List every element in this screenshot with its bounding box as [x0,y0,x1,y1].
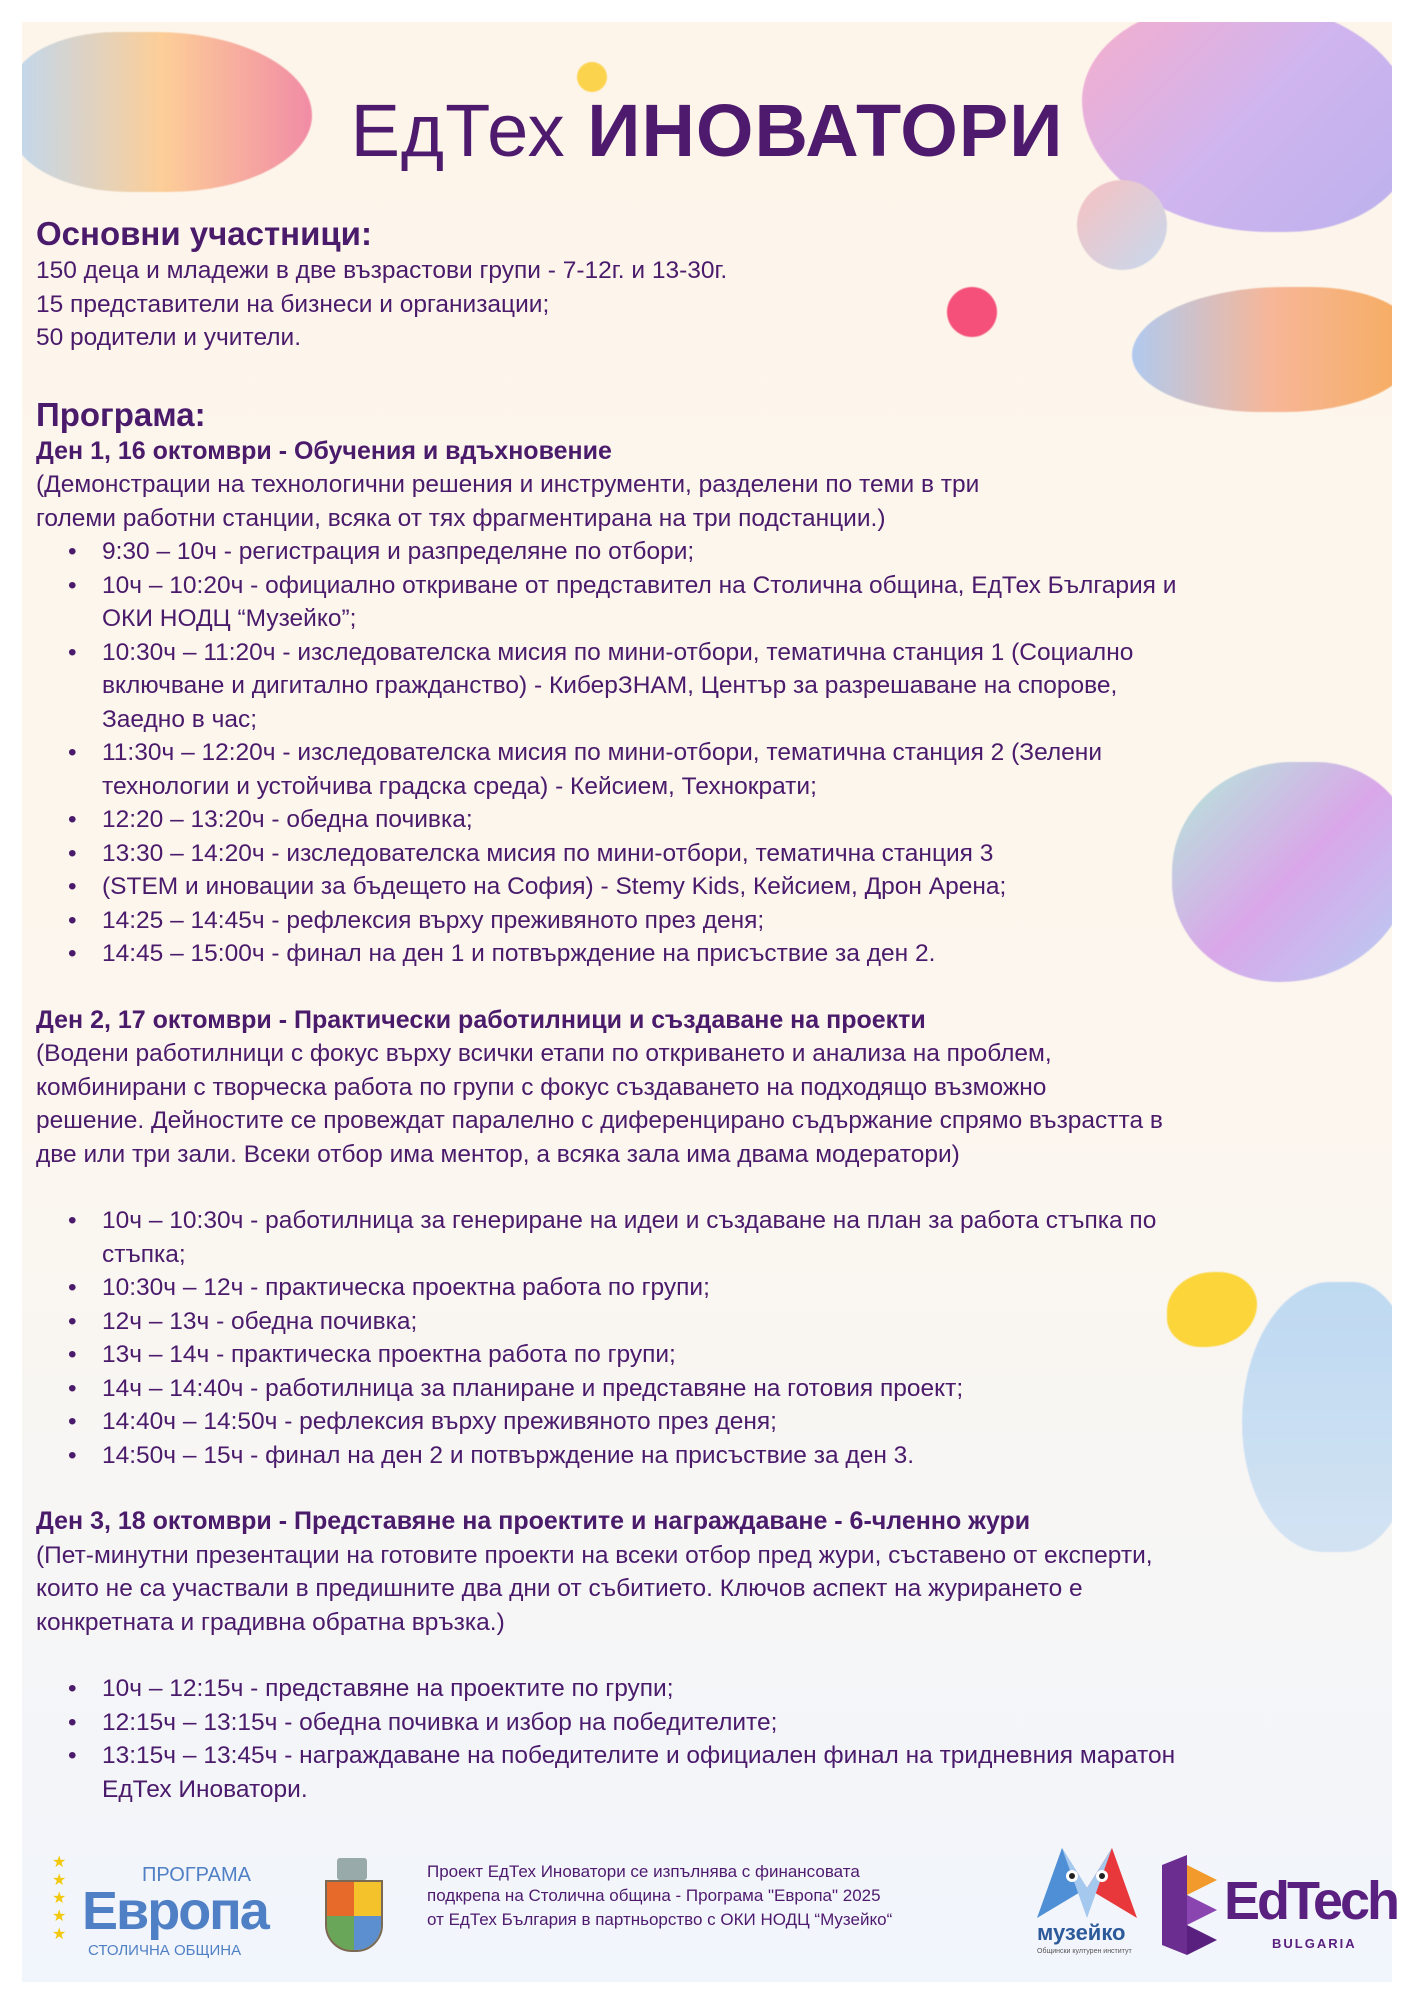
footer-text-line: от ЕдТех България в партньорство с ОКИ НОДЦ “Музейко“ [427,1910,893,1929]
schedule-item [68,1338,1376,1372]
schedule-item [68,904,1376,938]
schedule-item-text: • 12:20 – 13:20ч - обедна почивка; [102,806,473,833]
logo-text: ПРОГРАМА [142,1864,252,1886]
title-bold: ИНОВАТОРИ [587,89,1064,172]
muzeiko-m-icon [1037,1848,1137,1918]
schedule-item [68,569,1376,636]
footer-text-line: подкрепа на Столична община - Програма "Европа" 2025 [427,1886,881,1905]
page-title [0,88,1414,173]
day-heading: Ден 1, 16 октомври - Обучения и вдъхновение [36,436,612,465]
schedule-item-text: • 14:25 – 14:45ч - рефлексия върху преживяното през деня; [102,906,765,934]
schedule-item [68,837,1376,871]
spacer [36,1472,1376,1505]
schedule-item-text: • 14:40ч – 14:50ч - рефлексия върху преживяното през деня; [102,1408,777,1435]
schedule-list [36,535,1376,971]
muzeiko-logo [1032,1848,1142,1978]
participants-line: 50 родители и учители. [36,324,302,351]
schedule-item-text: ОКИ НОДЦ “Музейко”; [102,605,357,632]
logo-text: EdTech [1224,1871,1398,1931]
day-description: (Пет-минутни презентации на готовите проекти на всеки отбор пред жури, съставено от експерти, [36,1541,1153,1569]
footer [22,1848,1398,1978]
schedule-item-text: • 13:30 – 14:20ч - изследователска мисия по мини-отбори, тематична станция 3 [102,839,994,867]
day-description: (Водени работилници с фокус върху всички етапи по откриването и анализа на проблем, [36,1040,1052,1067]
schedule-item [68,803,1376,837]
schedule-item [68,535,1376,569]
schedule-item [68,636,1376,737]
logo-text: СТОЛИЧНА ОБЩИНА [88,1942,242,1959]
schedule-item-text: ЕдТех Иноватори. [102,1775,308,1803]
schedule-item [68,1439,1376,1473]
schedule-item-text: • 11:30ч – 12:20ч - изследователска мисия по мини-отбори, тематична станция 2 (Зелени [102,739,1103,766]
sofia-coat-of-arms-logo [317,1858,387,1958]
schedule-item-text: • 10ч – 10:30ч - работилница за генериране на идеи и създаване на план за работа стъпка по [102,1207,1157,1234]
program-heading: Програма: [36,395,206,433]
edtech-e-icon [1162,1855,1222,1955]
schedule-item [68,736,1376,803]
schedule-item [68,1405,1376,1439]
schedule-item-text: • 12ч – 13ч - обедна почивка; [102,1307,418,1335]
schedule-item-text: • (STEM и иновации за бъдещето на София) - Stemy Kids, Кейсием, Дрон Арена; [102,873,1007,900]
day-description: решение. Дейностите се провеждат паралелно с диференцирано съдържание спрямо възрастта в [36,1107,1163,1134]
schedule-item-text: • 13:15ч – 13:45ч - награждаване на победителите и официален финал на тридневния маратон [102,1742,1176,1769]
schedule-item-text: • 10:30ч – 12ч - практическа проектна работа по групи; [102,1274,710,1301]
schedule-item-text: • 9:30 – 10ч - регистрация и разпределяне по отбори; [102,538,695,565]
main-content [36,214,1376,1806]
schedule-item-text: • 13ч – 14ч - практическа проектна работа по групи; [102,1341,676,1368]
schedule-item-text: Заедно в час; [102,705,258,733]
schedule-item [68,1672,1376,1706]
day-heading: Ден 2, 17 октомври - Практически работилници и създаване на проекти [36,1005,926,1034]
day-description: големи работни станции, всяка от тях фрагментирана на три подстанции.) [36,504,886,532]
eu-stars-icon: ★ ★ ★ ★ ★ [52,1854,67,1943]
program-days [36,435,1376,1807]
day-description: две или три зали. Всеки отбор има ментор, а всяка зала има двама модератори) [36,1140,960,1168]
logo-text: музейко [1037,1920,1126,1945]
schedule-list [36,1204,1376,1472]
spacer [36,1639,1376,1672]
participants-line: 15 представители на бизнеси и организации; [36,290,550,318]
schedule-item [68,937,1376,971]
day-description: (Демонстрации на технологични решения и инструменти, разделени по теми в три [36,471,980,498]
schedule-item-text: • 14:45 – 15:00ч - финал на ден 1 и потвърждение на присъствие за ден 2. [102,940,936,967]
day-description: конкретната и градивна обратна връзка.) [36,1608,505,1636]
logo-text: Европа [82,1881,268,1941]
schedule-item [68,1372,1376,1406]
schedule-item-text: включване и дигитално гражданство) - КиберЗНАМ, Център за разрешаване на спорове, [102,672,1118,699]
schedule-item-text: • 10ч – 12:15ч - представяне на проектите по групи; [102,1675,674,1702]
logo-text: Общински културен институт [1037,1948,1132,1955]
schedule-item [68,1706,1376,1740]
schedule-item [68,1204,1376,1271]
programa-evropa-logo [52,1854,268,1964]
schedule-list [36,1672,1376,1806]
participants-heading: Основни участници: [36,215,372,252]
title-light: ЕдТех [350,89,566,172]
edtech-bulgaria-logo [1162,1850,1398,1970]
schedule-item [68,870,1376,904]
day-heading: Ден 3, 18 октомври - Представяне на проектите и награждаване - 6-членно жури [36,1507,1031,1535]
participants-line: 150 деца и младежи в две възрастови групи - 7-12г. и 13-30г. [36,257,728,284]
schedule-item-text: стъпка; [102,1240,186,1268]
schedule-item-text: • 10ч – 10:20ч - официално откриване от представител на Столична община, ЕдТех България и [102,571,1177,599]
logo-text: BULGARIA [1272,1936,1357,1951]
footer-funding-text [427,1860,1007,1932]
day-description: които не са участвали в предишните два дни от събитието. Ключов аспект на журирането е [36,1575,1083,1602]
day-description: комбинирани с творческа работа по групи с фокус създаването на подходящо възможно [36,1073,1047,1101]
schedule-item-text: • 14:50ч – 15ч - финал на ден 2 и потвърждение на присъствие за ден 3. [102,1441,915,1469]
schedule-item-text: • 14ч – 14:40ч - работилница за планиране и представяне на готовия проект; [102,1374,964,1402]
schedule-item [68,1305,1376,1339]
schedule-item-text: • 12:15ч – 13:15ч - обедна почивка и избор на победителите; [102,1708,778,1736]
schedule-item-text: • 10:30ч – 11:20ч - изследователска мисия по мини-отбори, тематична станция 1 (Социално [102,638,1134,666]
footer-text-line: Проект ЕдТех Иноватори се изпълнява с финансовата [427,1862,860,1881]
schedule-item [68,1271,1376,1305]
schedule-item [68,1739,1376,1806]
spacer [36,971,1376,1004]
spacer [36,1171,1376,1204]
schedule-item-text: технологии и устойчива градска среда) - Кейсием, Технократи; [102,772,817,800]
